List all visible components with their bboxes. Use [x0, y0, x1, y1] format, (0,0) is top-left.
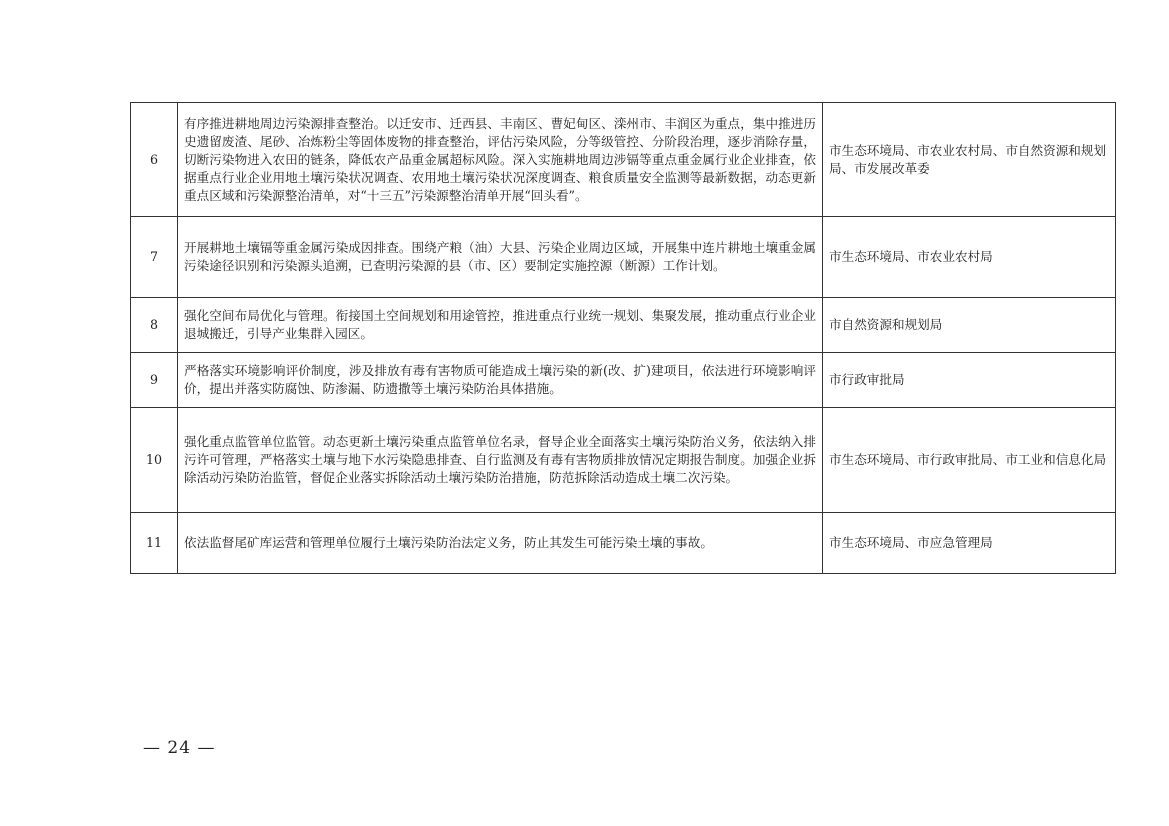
row-number: 9: [131, 353, 178, 408]
responsible-department: 市生态环境局、市农业农村局: [823, 217, 1116, 298]
table-row: [131, 298, 1116, 353]
row-number: 6: [131, 103, 178, 217]
table-row: [131, 353, 1116, 408]
task-description: 严格落实环境影响评价制度，涉及排放有毒有害物质可能造成土壤污染的新(改、扩)建项目，依法进行环境影响评价，提出并落实防腐蚀、防渗漏、防遗撒等土壤污染防治具体措施。: [178, 353, 823, 408]
task-description: 开展耕地土壤镉等重金属污染成因排查。围绕产粮（油）大县、污染企业周边区域，开展集中连片耕地土壤重金属污染途径识别和污染源头追溯，已查明污染源的县（市、区）要制定实施控源（断源）工作计划。: [178, 217, 823, 298]
responsible-department: 市自然资源和规划局: [823, 298, 1116, 353]
task-description: 依法监督尾矿库运营和管理单位履行土壤污染防治法定义务，防止其发生可能污染土壤的事故。: [178, 513, 823, 574]
task-description: 有序推进耕地周边污染源排查整治。以迁安市、迁西县、丰南区、曹妃甸区、滦州市、丰润区为重点，集中推进历史遗留废渣、尾砂、冶炼粉尘等固体废物的排查整治，评估污染风险，分等级管控、分阶段治理，逐步消除存量，切断污染物进入农田的链条，降低农产品重金属超标风险。深入实施耕地周边涉镉等重点重金属行业企业排查，依据重点行业企业用地土壤污染状况调查、农用地土壤污染状况深度调查、粮食质量安全监测等最新数据，动态更新重点区域和污染源整治清单，对“十三五”污染源整治清单开展“回头看”。: [178, 103, 823, 217]
row-number: 10: [131, 408, 178, 513]
row-number: 7: [131, 217, 178, 298]
row-number: 11: [131, 513, 178, 574]
responsible-department: 市生态环境局、市行政审批局、市工业和信息化局: [823, 408, 1116, 513]
table-row: [131, 217, 1116, 298]
table-row: [131, 103, 1116, 217]
task-description: 强化重点监管单位监管。动态更新土壤污染重点监管单位名录，督导企业全面落实土壤污染防治义务，依法纳入排污许可管理，严格落实土壤与地下水污染隐患排查、自行监测及有毒有害物质排放情况定期报告制度。加强企业拆除活动污染防治监管，督促企业落实拆除活动土壤污染防治措施，防范拆除活动造成土壤二次污染。: [178, 408, 823, 513]
page-number: — 24 —: [143, 738, 216, 758]
table-row: [131, 408, 1116, 513]
task-table: [130, 102, 1116, 574]
responsible-department: 市行政审批局: [823, 353, 1116, 408]
responsible-department: 市生态环境局、市应急管理局: [823, 513, 1116, 574]
responsible-department: 市生态环境局、市农业农村局、市自然资源和规划局、市发展改革委: [823, 103, 1116, 217]
task-description: 强化空间布局优化与管理。衔接国土空间规划和用途管控，推进重点行业统一规划、集聚发展，推动重点行业企业退城搬迁，引导产业集群入园区。: [178, 298, 823, 353]
row-number: 8: [131, 298, 178, 353]
table-row: [131, 513, 1116, 574]
